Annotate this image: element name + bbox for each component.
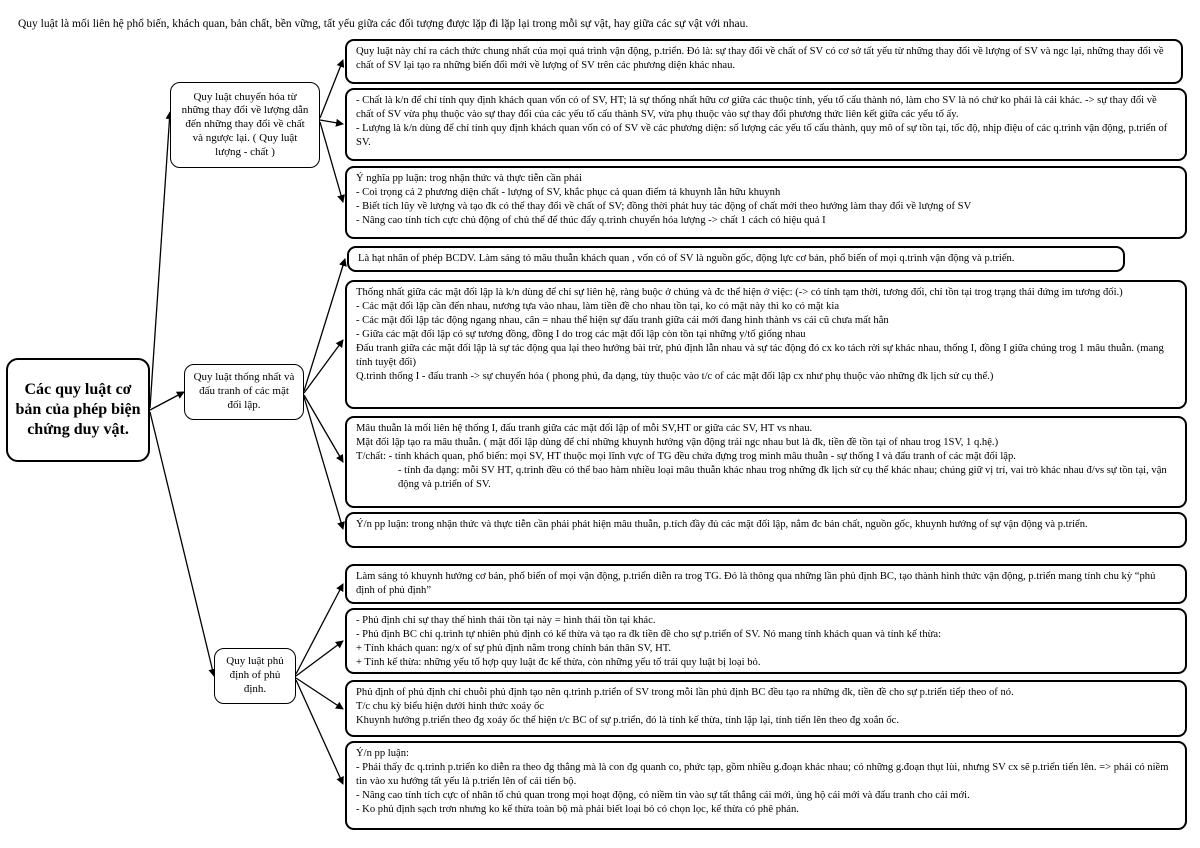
law2-box3-line: T/chất: - tính khách quan, phổ biến: mọi SV, HT thuộc mọi lĩnh vực of TG đều chứa đựng trog mình mâu thuẫn - sự thống I và đấu tranh of các mặt đối lập. bbox=[356, 450, 1016, 462]
root-node: Các quy luật cơ bản của phép biện chứng duy vật. bbox=[6, 358, 150, 462]
intro-definition: Quy luật là mối liên hệ phổ biến, khách quan, bản chất, bền vững, tất yếu giữa các đối tượng được lặp đi lặp lại trong mỗi sự vật, hay giữa các sự vật với nhau. bbox=[18, 18, 749, 30]
law3-methodology-box bbox=[345, 741, 1187, 830]
law1-methodology-box bbox=[345, 166, 1187, 239]
law-negation-of-negation bbox=[214, 648, 296, 704]
edge-law3-box3 bbox=[296, 678, 343, 709]
edge-law2-box1 bbox=[304, 259, 345, 391]
law2-contradiction-box bbox=[345, 416, 1187, 508]
edge-law1-box2 bbox=[320, 120, 343, 124]
law1-box3-line: Ý nghĩa pp luận: trog nhận thức và thực tiễn cần phải bbox=[356, 173, 582, 184]
law3-box4-line: Ý/n pp luận: bbox=[356, 748, 409, 759]
edge-root-law2 bbox=[150, 392, 184, 410]
law3-negation-box bbox=[345, 608, 1187, 674]
law2-core-box bbox=[347, 246, 1125, 272]
law1-box1-line: Quy luật này chỉ ra cách thức chung nhất của mọi quá trình vận động, p.triển. Đó là: sự thay đổi về chất of SV có cơ sở tất yếu từ những thay đổi về lượng of SV và ngc lại, những thay đổi về chất of SV lại tạo ra những biến đổi mới về lượng of SV trên các phương diện khác nhau. bbox=[356, 46, 1164, 71]
law-negation-of-negation-title: Quy luật phủ định of phủ định. bbox=[226, 655, 284, 695]
law2-box2-line: - Các mặt đối lập cần đến nhau, nương tựa vào nhau, làm tiền đề cho nhau tồn tại, ko có mặt này thì ko có mặt kia bbox=[356, 300, 840, 312]
law3-box2-line: - Phủ định BC chỉ q.trình tự nhiên phủ định có kế thừa và tạo ra đk tiền đề cho sự p.triển of SV. Nó mang tính khách quan và tính kế thừa: bbox=[356, 628, 942, 640]
law1-box2-line: - Chất là k/n để chỉ tính quy định khách quan vốn có of SV, HT; là sự thống nhất hữu cơ giữa các thuộc tính, yếu tố cấu thành nó, làm cho SV là nó chứ ko phải là cái khác. -> sự thay đổi về chất of SV vừa phụ thuộc vào sự thay đổi của các yếu tố cấu thành SV, vừa phụ thuộc vào sự thay đổi phương thức liên kết giữa các yếu tố ấy. bbox=[356, 95, 1157, 120]
law3-box4-line: - Phải thấy đc q.trình p.triển ko diễn ra theo đg thẳng mà là con đg quanh co, phức tạp, gồm nhiều g.đoạn khác nhau; có những g.đoạn thụt lùi, nhưng SV cx sẽ p.triển tiến lên. => phải có niềm tin vào xu hướng tất yếu là p.triển lên of cái tiến bộ. bbox=[356, 761, 1169, 787]
edge-law3-box4 bbox=[296, 680, 343, 784]
edge-law1-box1 bbox=[320, 60, 343, 118]
edge-law2-box3 bbox=[304, 395, 343, 462]
law3-box1-line: Làm sáng tỏ khuynh hướng cơ bản, phổ biến of mọi vận động, p.triển diễn ra trog TG. Đó là thông qua những lần phủ định BC, tạo thành hình thức vận động, p.triển mang tính chu kỳ “phủ định of phủ định” bbox=[356, 571, 1156, 596]
law3-box3-line: T/c chu kỳ biểu hiện dưới hình thức xoáy ốc bbox=[356, 700, 545, 712]
law3-box2-line: + Tính kế thừa: những yếu tố hợp quy luật đc kế thừa, còn những yếu tố trái quy luật bị loại bỏ. bbox=[356, 656, 761, 668]
law3-box4-line: - Nâng cao tính tích cực of nhân tố chủ quan trong mọi hoạt động, có niềm tin vào sự tất thắng cái mới, ủng hộ cái mới và đấu tranh cho cái mới. bbox=[356, 789, 970, 801]
law-unity-of-opposites bbox=[184, 364, 304, 420]
law2-box2-line: - Các mặt đối lập tác động ngang nhau, cân = nhau thể hiện sự đấu tranh giữa cái mới đang hình thành vs cái cũ chưa mất hẳn bbox=[356, 314, 889, 326]
law-quantity-quality bbox=[170, 82, 320, 168]
edge-law3-box2 bbox=[296, 641, 343, 676]
edge-root-law3 bbox=[150, 412, 214, 676]
law2-box2-line: Q.trình thống I - đấu tranh -> sự chuyển hóa ( phong phú, đa dạng, tùy thuộc vào t/c of các mặt đối lập cx như phụ thuộc vào những đk lịch sử cụ thể.) bbox=[356, 370, 994, 382]
law-quantity-quality-title: Quy luật chuyển hóa từ những thay đổi về lượng dẫn đến những thay đổi về chất và ngược lại. ( Quy luật lượng - chất ) bbox=[181, 90, 309, 158]
edge-law3-box1 bbox=[296, 584, 343, 674]
law2-box3-line: Mâu thuẫn là mối liên hệ thống I, đấu tranh giữa các mặt đối lập of mỗi SV,HT or giữa các SV, HT vs nhau. bbox=[356, 423, 813, 434]
law2-methodology-box bbox=[345, 512, 1187, 548]
law3-box3-line: Khuynh hướng p.triển theo đg xoáy ốc thể hiện t/c BC of sự p.triển, đó là tính kế thừa, tính lặp lại, tính tiến lên theo đg xoắn ốc. bbox=[356, 714, 899, 726]
edge-law2-box4 bbox=[304, 397, 343, 529]
law3-box2-line: + Tính khách quan: ng/x of sự phủ định nằm trong chính bản thân SV, HT. bbox=[356, 642, 672, 654]
edge-law1-box3 bbox=[320, 122, 343, 202]
law1-quality-quantity-box bbox=[345, 88, 1187, 161]
law2-box2-line: Thống nhất giữa các mặt đối lập là k/n dùng để chỉ sự liên hệ, ràng buộc ở chúng và đc thể hiện ở việc: (-> có tính tạm thời, tương đối, chỉ tồn tại trog trạng thái đứng im tương đối.) bbox=[356, 287, 1123, 298]
edge-law2-box2 bbox=[304, 340, 343, 393]
edge-root-law1 bbox=[150, 112, 170, 408]
law2-box2-line: - Giữa các mặt đối lập có sự tương đồng, đồng I do trog các mặt đối lập còn tồn tại những y/tố giống nhau bbox=[356, 328, 806, 340]
law3-spiral-box bbox=[345, 680, 1187, 737]
law2-box4-line: Ý/n pp luận: trong nhận thức và thực tiễn cần phải phát hiện mâu thuẫn, p.tích đầy đủ các mặt đối lập, nắm đc bản chất, nguồn gốc, khuynh hướng of sự vận động và p.triển. bbox=[356, 519, 1088, 530]
law2-box1-line: Là hạt nhân of phép BCDV. Làm sáng tỏ mâu thuẫn khách quan , vốn có of SV là nguồn gốc, động lực cơ bản, phổ biến of mọi q.trình vận động và p.triển. bbox=[358, 253, 1015, 264]
law2-box3-line: - tính đa dạng: mỗi SV HT, q.trình đều có thể bao hàm nhiều loại mâu thuẫn khác nhau trog những đk lịch sử cụ thể khác nhau; chúng giữ vị trí, vai trò khác nhau đ/vs sự tồn tại, vận động và p.triển of SV. bbox=[398, 464, 1167, 490]
law2-box2-line: Đấu tranh giữa các mặt đối lập là sự tác động qua lại theo hướng bài trừ, phủ định lẫn nhau và sự tác động đó cx ko tách rời sự khác nhau, thống I, đồng I giữa chúng trog 1 mâu thuẫn. (mang tính tuyệt đối) bbox=[356, 342, 1164, 368]
law1-box3-line: - Coi trọng cả 2 phương diện chất - lượng of SV, khắc phục cả quan điểm tả khuynh lẫn hữu khuynh bbox=[356, 186, 781, 198]
law1-box3-line: - Nâng cao tính tích cực chủ động of chủ thể để thúc đẩy q.trình chuyển hóa lượng -> chất 1 cách có hiệu quả I bbox=[356, 214, 826, 226]
law2-box3-line: Mặt đối lập tạo ra mâu thuẫn. ( mặt đối lập dùng để chỉ những khuynh hướng vận động trái ngc nhau but là đk, tiền đề tồn tại of nhau trog 1SV, 1 q.hệ.) bbox=[356, 436, 999, 448]
law3-box4-line: - Ko phủ định sạch trơn nhưng ko kế thừa toàn bộ mà phải biết loại bỏ có chọn lọc, kế thừa có phê phán. bbox=[356, 803, 799, 815]
law1-box2-line: - Lượng là k/n dùng để chỉ tính quy định khách quan vốn có of SV về các phương diện: số lượng các yếu tố cấu thành, quy mô of sự tồn tại, tốc độ, nhịp điệu of các q.trình vận động, p.triển of SV. bbox=[356, 122, 1168, 148]
law3-box3-line: Phủ định of phủ định chỉ chuỗi phủ định tạo nên q.trình p.triển of SV trong mỗi lần phủ định BC đều tạo ra những đk, tiền đề cho sự p.triển tiếp theo of nó. bbox=[356, 687, 1014, 698]
law-unity-of-opposites-title: Quy luật thống nhất và đấu tranh of các mặt đối lập. bbox=[193, 371, 295, 411]
law3-box2-line: - Phủ định chỉ sự thay thế hình thái tồn tại này = hình thái tồn tại khác. bbox=[356, 615, 656, 626]
law2-unity-struggle-box bbox=[345, 280, 1187, 409]
law1-box3-line: - Biết tích lũy về lượng và tạo đk có thể thay đổi về chất of SV; đồng thời phát huy tác động of chất mới theo hướng làm thay đổi về lượng of SV bbox=[356, 200, 972, 212]
law3-trend-box bbox=[345, 564, 1187, 604]
law1-definition-box bbox=[345, 39, 1183, 84]
